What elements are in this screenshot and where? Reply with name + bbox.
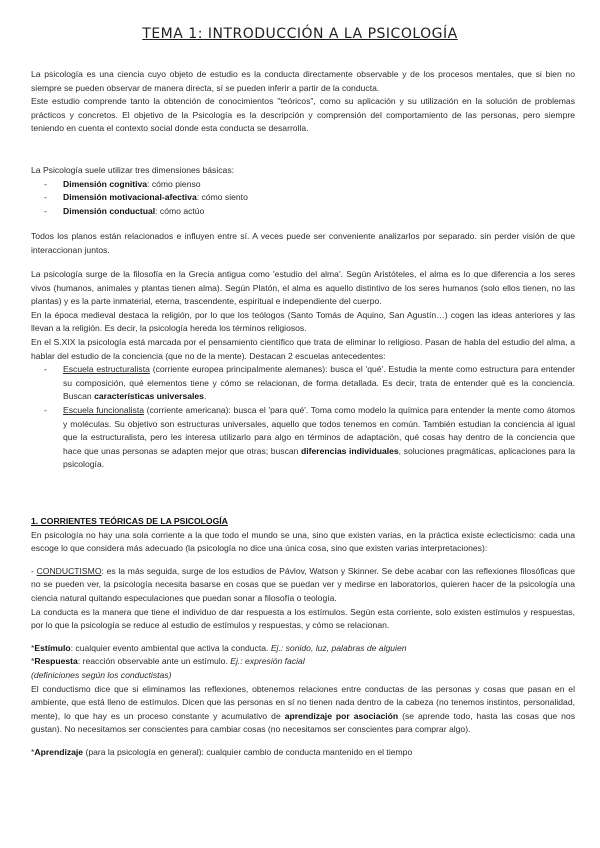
- asterisk: *: [31, 642, 35, 653]
- intro-paragraph: La psicología es una ciencia cuyo objeto de estudio es la conducta directamente observable y de los procesos mentales, que si bien no siempre se pueden observar de manera directa, sí se pueden inferir a partir de la conducta.: [31, 69, 575, 93]
- definition: [31, 746, 575, 760]
- school-text: (corriente europea principalmente alemanes): busca el 'qué'. Estudia la mente como estructura para entender su composición, qué elementos tiene y cómo se relacionan, de forma detallada. Es decir, trata de entender qué es la conciencia. Buscan: [63, 364, 575, 402]
- definition-text: : reacción observable ante un estímulo.: [77, 656, 231, 667]
- page-title: TEMA 1: INTRODUCCIÓN A LA PSICOLOGÍA: [142, 26, 458, 42]
- dimensions-section: [31, 164, 575, 218]
- intro-section: [31, 68, 575, 136]
- definition-text: (para la psicología en general): cualquier cambio de conducta mantenido en el tiempo: [83, 746, 413, 757]
- section-paragraph: En psicología no hay una sola corriente a la que todo el mundo se una, sino que existen varias, en la práctica existe eclecticismo: cada una escoge lo que considera más adecuado (la psicología no dice una única cosa, sino que existen varias interpretaciones):: [31, 529, 575, 554]
- history-paragraph: La psicología surge de la filosofía en la Grecia antigua como 'estudio del alma'. Según Aristóteles, el alma es lo que diferencia a los seres vivos (humanos, animales y plantas tienen alma). Según Platón, el alma es aquello distintivo de los seres humanos (solo ellos tienen, no las plantas) y es la parte inmaterial, eterna, trascendente, espiritual e independiente del cuerpo.: [31, 269, 575, 307]
- list-item: [31, 404, 575, 472]
- list-item: [31, 205, 575, 219]
- conductismo-name: CONDUCTISMO: [36, 565, 102, 576]
- definition-example: Ej.: expresión facial: [230, 656, 305, 667]
- definition: [31, 655, 575, 669]
- planes-paragraph: Todos los planos están relacionados e influyen entre sí. A veces puede ser conveniente analizarlos por separado. sin perder visión de que interaccionan juntos.: [31, 231, 575, 255]
- definition: [31, 642, 575, 656]
- conductismo-dash: -: [31, 565, 37, 576]
- definition-example: Ej.: sonido, luz, palabras de alguien: [270, 642, 407, 653]
- school-tail: .: [203, 391, 207, 402]
- intro-paragraph: Este estudio comprende tanto la obtención de conocimientos "teóricos", como su aplicación y su utilización en la solución de problemas prácticos y concretos. El objetivo de la Psicología es la descripción y comprensión del comportamiento de las personas, pero siempre teniendo en cuenta el contexto social donde esta conducta se desarrolla.: [31, 96, 575, 134]
- spacer: [31, 633, 575, 642]
- list-item: [31, 363, 575, 404]
- history-paragraph: En el S.XIX la psicología está marcada por el pensamiento científico que trata de eliminar lo religioso. Pasan de habla del estudio del alma, a hablar del estudio de la conciencia (que no de la mente). Destacan 2 escuelas antecedentes:: [31, 336, 575, 361]
- definition-text: : cualquier evento ambiental que activa la conducta.: [70, 642, 271, 653]
- paragraph-bold: aprendizaje por asociación: [284, 710, 399, 721]
- dimension-term: Dimensión conductual: [63, 205, 156, 216]
- dimension-desc: : cómo pienso: [147, 178, 201, 189]
- list-item: [31, 191, 575, 205]
- school-text: (corriente americana): busca el 'para qué'. Toma como modelo la química para entender la mente como átomos y moléculas. Su objetivo son estructuras universales, aquello que todos tenemos en común. También estudian la conciencia al igual que la estructuralista, pero les interesa utilizarlo para algo en términos de adaptación, qué cosas hay dentro de la conciencia que hace que unas personas se adapten mejor que otras; buscan: [63, 404, 575, 456]
- dimensions-lead: La Psicología suele utilizar tres dimensiones básicas:: [31, 165, 235, 175]
- section-1: [31, 515, 575, 760]
- school-bold: características universales: [94, 391, 204, 402]
- section-heading: 1. CORRIENTES TEÓRICAS DE LA PSICOLOGÍA: [31, 516, 228, 526]
- paragraph-text: El conductismo dice que si eliminamos las reflexiones, obtenemos relaciones entre conductas de las personas y cosas que pasan en el ambiente, que está lleno de estímulos. Dicen que las personas en sí no tienen nada dentro de la cabeza (no tenemos instintos, personalidad, mente), lo que hay es un proceso constante y acumulativo de: [31, 683, 575, 721]
- conductismo-paragraph: [31, 565, 575, 606]
- school-bold: diferencias individuales: [301, 445, 399, 456]
- definition-note: (definiciones según los conductistas): [31, 669, 172, 680]
- definition-term: Respuesta: [34, 656, 78, 667]
- dimension-desc: : cómo actúo: [155, 205, 205, 216]
- definition-term: Estímulo: [34, 642, 71, 653]
- school-name: Escuela estructuralista: [63, 364, 150, 375]
- asterisk: *: [31, 656, 35, 667]
- dimension-term: Dimensión cognitiva: [63, 178, 148, 189]
- paragraph-tail: (se aprende todo, hasta las cosas que nos gustan). No necesitamos ser conscientes para cambiar cosas (no necesitamos ser conscientes para comprar algo).: [31, 710, 576, 735]
- asterisk: *: [31, 746, 35, 757]
- spacer: [31, 556, 575, 565]
- school-tail: , soluciones pragmáticas, aplicaciones para la psicología.: [63, 445, 575, 470]
- history-section: [31, 268, 575, 472]
- dimension-term: Dimensión motivacional-afectiva: [63, 192, 197, 203]
- section-paragraph: [31, 683, 575, 737]
- conductismo-text: : es la más seguida, surge de los estudios de Pávlov, Watson y Skinner. Se debe acabar con las reflexiones filosóficas que no se pueden ver, la psicología necesita basarse en cosas que se puedan ver y medirse en laboratorios, quieren hacer de la psicología una ciencia natural quitando especulaciones que puedan sonar a filosofía o teología.: [31, 565, 575, 603]
- section-paragraph: La conducta es la manera que tiene el individuo de dar respuesta a los estímulos. Según esta corriente, solo existen estímulos y respuestas, por lo que la psicología se reduce al estudio de estímulos y respuestas, y cómo se relacionan.: [31, 606, 575, 631]
- spacer: [31, 737, 575, 746]
- school-name: Escuela funcionalista: [63, 404, 144, 415]
- list-item: [31, 178, 575, 192]
- dimension-desc: : cómo siento: [196, 192, 248, 203]
- definition-term: Aprendizaje: [34, 746, 84, 757]
- history-paragraph: En la época medieval destaca la religión, por lo que los teólogos (Santo Tomás de Aquino, San Agustín…) cogen las ideas anteriores y las llevan a la religión. Es decir, la psicología hereda los términos religiosos.: [31, 309, 575, 334]
